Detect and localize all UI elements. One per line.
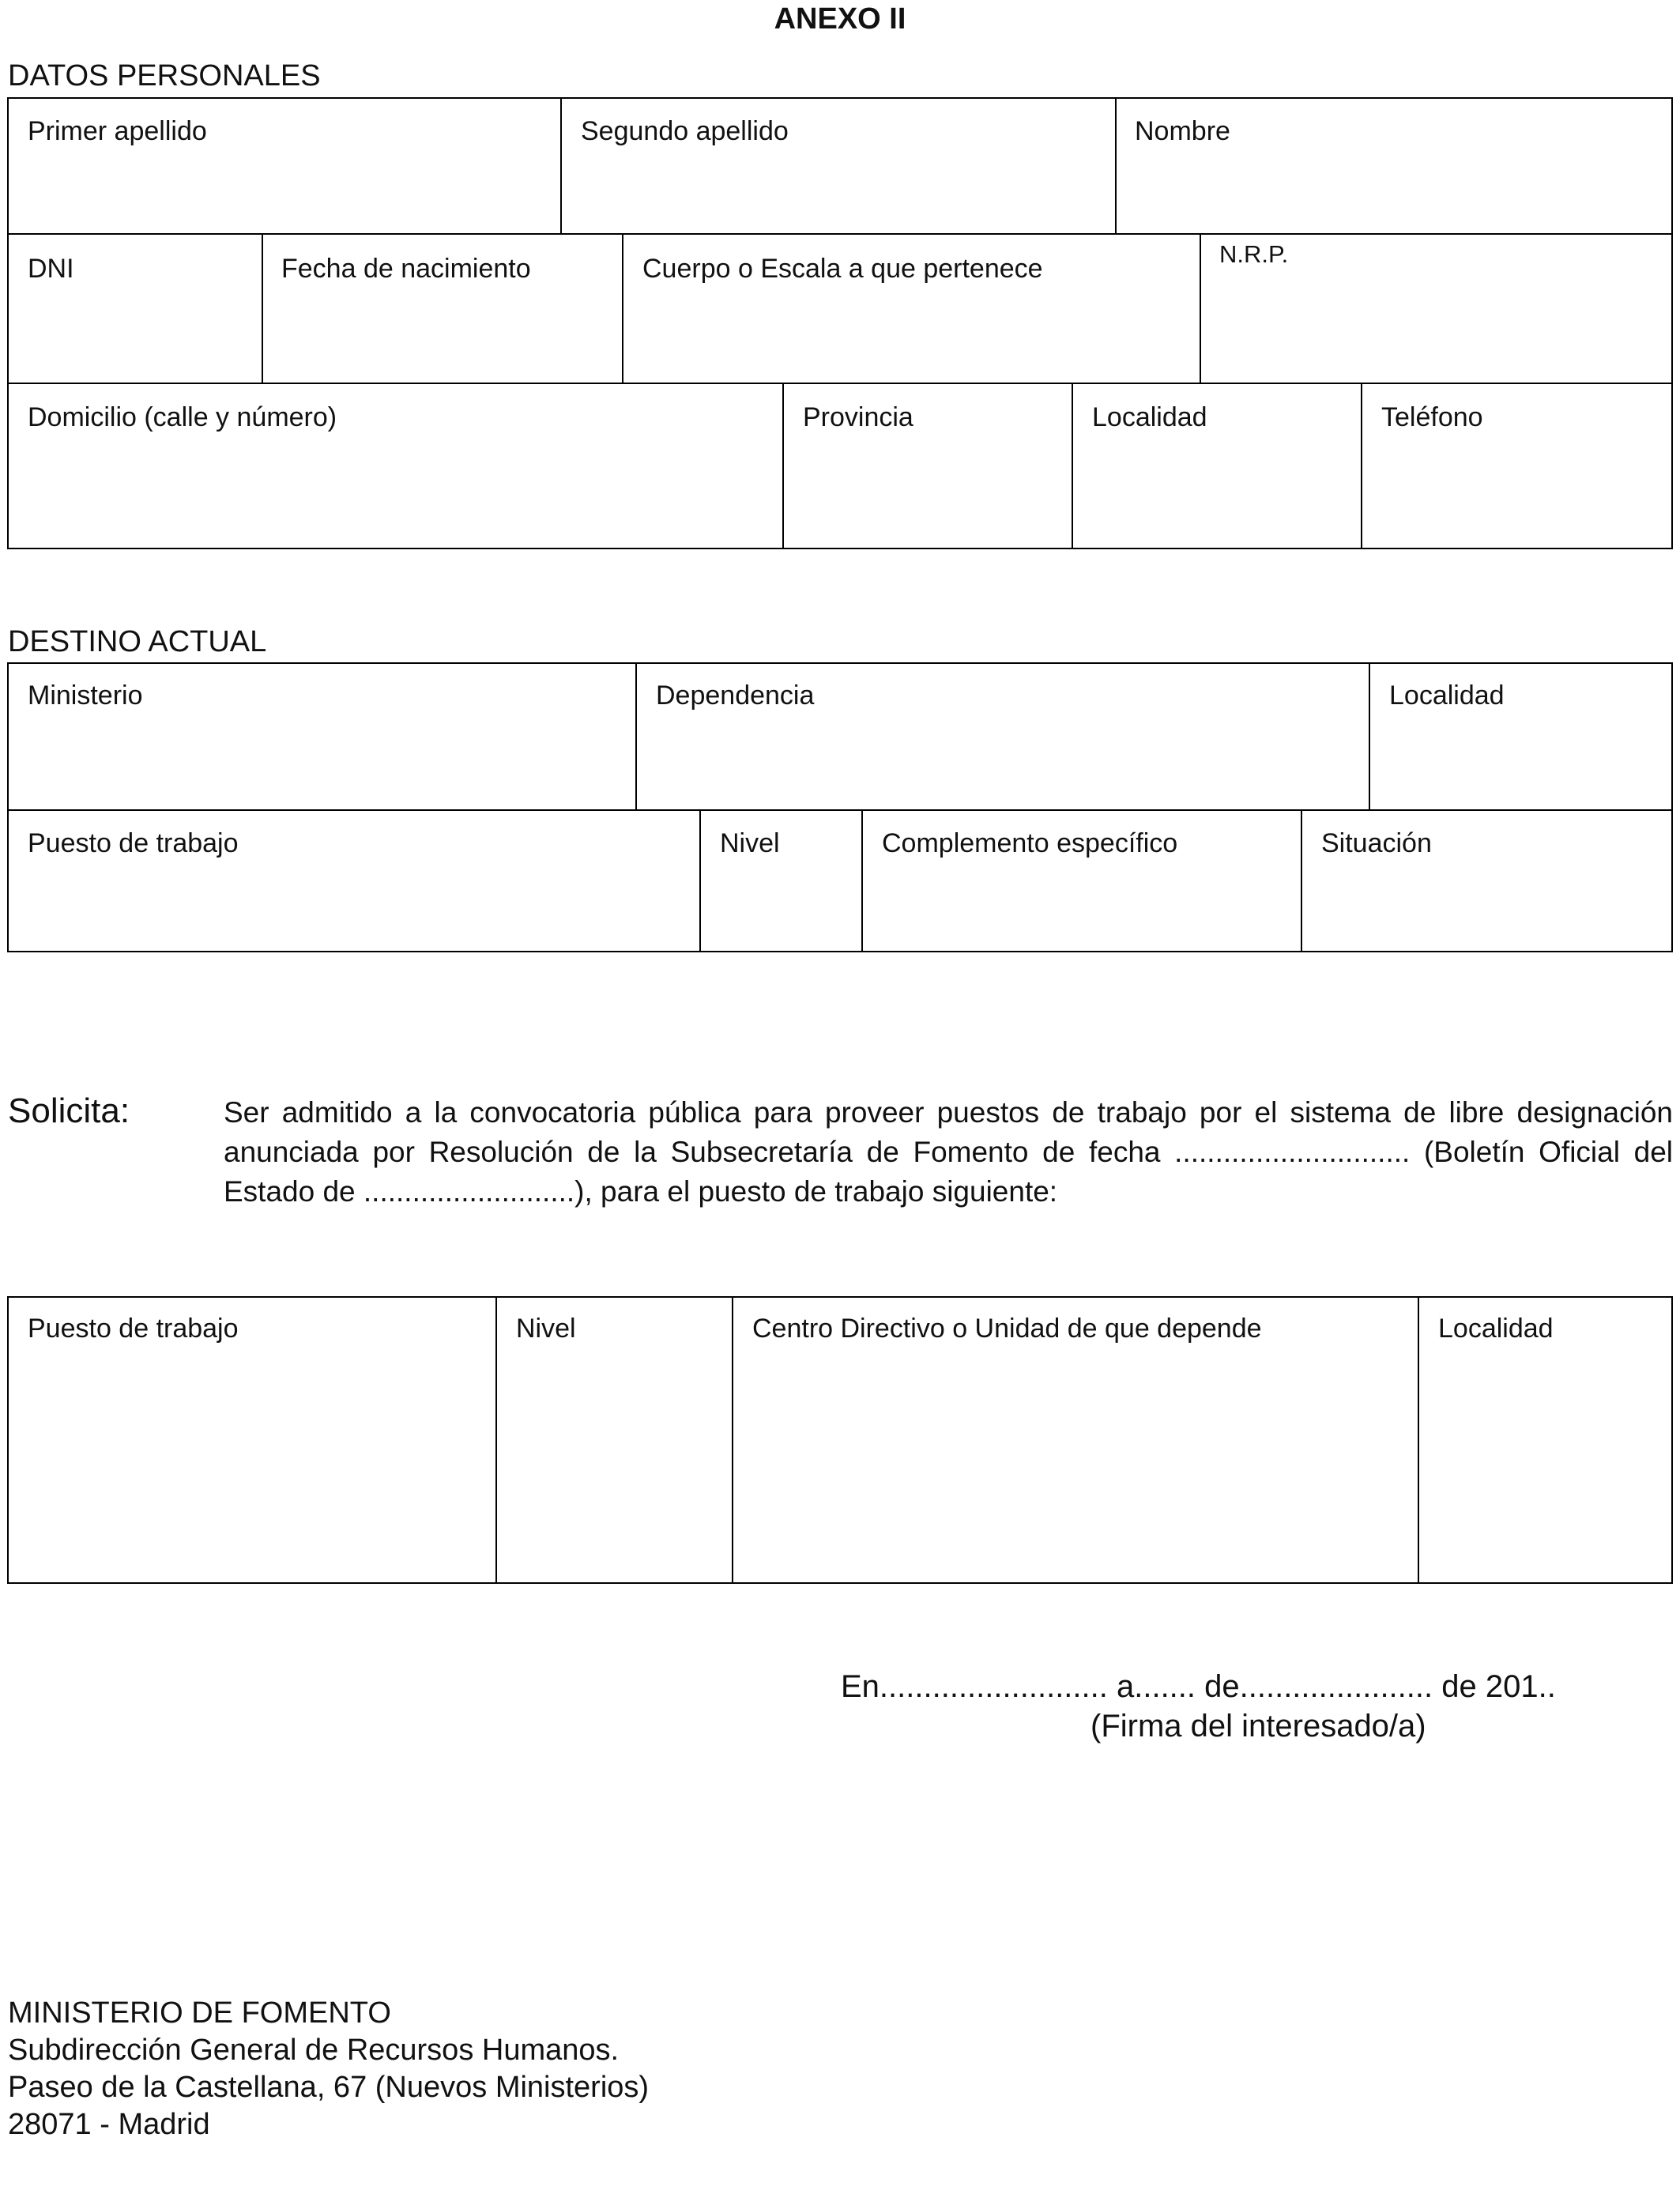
centro-directivo-field[interactable]: Centro Directivo o Unidad de que depende: [752, 1314, 1262, 1344]
localidad-field[interactable]: Localidad: [1092, 402, 1207, 432]
column-divider: [732, 1296, 733, 1583]
column-divider: [495, 1296, 497, 1583]
column-divider: [1369, 662, 1370, 810]
solicita-label: Solicita:: [8, 1091, 130, 1130]
signature-note: (Firma del interesado/a): [1090, 1709, 1426, 1744]
column-divider: [622, 233, 623, 383]
telefono-field[interactable]: Teléfono: [1381, 402, 1483, 432]
complemento-especifico-field[interactable]: Complemento específico: [882, 828, 1178, 858]
cuerpo-escala-field[interactable]: Cuerpo o Escala a que pertenece: [642, 254, 1043, 284]
document-title: ANEXO II: [774, 2, 906, 36]
ministerio-field[interactable]: Ministerio: [28, 680, 143, 711]
puesto-actual-field[interactable]: Puesto de trabajo: [28, 828, 239, 858]
address-line: Paseo de la Castellana, 67 (Nuevos Ministerios): [8, 2071, 650, 2104]
address-line: 28071 - Madrid: [8, 2108, 210, 2141]
column-divider: [782, 383, 784, 548]
address-line: MINISTERIO DE FOMENTO: [8, 1996, 391, 2030]
datos-personales-heading: DATOS PERSONALES: [8, 59, 321, 92]
place-date-line: En.......................... a....... de...................... de 201..: [841, 1669, 1556, 1704]
column-divider: [1418, 1296, 1419, 1583]
localidad-destino-field[interactable]: Localidad: [1389, 680, 1505, 711]
solicita-text: Ser admitido a la convocatoria pública para proveer puestos de trabajo por el sistema de libre designación anunciada por Resolución de la Subsecretaría de Fomento de fecha ............................. (Boletín Oficial del Estado de ..........................), para el puesto de trabajo siguiente:: [224, 1096, 1673, 1208]
puesto-solicitado-field[interactable]: Puesto de trabajo: [28, 1314, 239, 1344]
dependencia-field[interactable]: Dependencia: [656, 680, 815, 711]
nivel-actual-field[interactable]: Nivel: [720, 828, 780, 858]
nivel-solicitado-field[interactable]: Nivel: [516, 1314, 576, 1344]
situacion-field[interactable]: Situación: [1321, 828, 1432, 858]
nombre-field[interactable]: Nombre: [1135, 116, 1230, 146]
localidad-solicitada-field[interactable]: Localidad: [1438, 1314, 1554, 1344]
row-divider: [7, 383, 1673, 384]
row-divider: [7, 233, 1673, 235]
column-divider: [699, 809, 701, 952]
segundo-apellido-field[interactable]: Segundo apellido: [581, 116, 789, 146]
column-divider: [1115, 97, 1117, 234]
column-divider: [1200, 233, 1201, 383]
fecha-nacimiento-field[interactable]: Fecha de nacimiento: [281, 254, 531, 284]
primer-apellido-field[interactable]: Primer apellido: [28, 116, 207, 146]
column-divider: [560, 97, 562, 234]
provincia-field[interactable]: Provincia: [803, 402, 913, 432]
row-divider: [7, 809, 1673, 811]
datos-personales-frame: [7, 97, 1673, 549]
nrp-field[interactable]: N.R.P.: [1219, 240, 1289, 268]
column-divider: [861, 809, 863, 952]
destino-actual-heading: DESTINO ACTUAL: [8, 625, 267, 658]
address-block: [8, 1995, 649, 2143]
column-divider: [1301, 809, 1302, 952]
address-line: Subdirección General de Recursos Humanos.: [8, 2034, 620, 2067]
dni-field[interactable]: DNI: [28, 254, 74, 284]
column-divider: [1072, 383, 1073, 548]
column-divider: [1361, 383, 1362, 548]
column-divider: [262, 233, 263, 383]
domicilio-field[interactable]: Domicilio (calle y número): [28, 402, 337, 432]
column-divider: [635, 662, 637, 810]
